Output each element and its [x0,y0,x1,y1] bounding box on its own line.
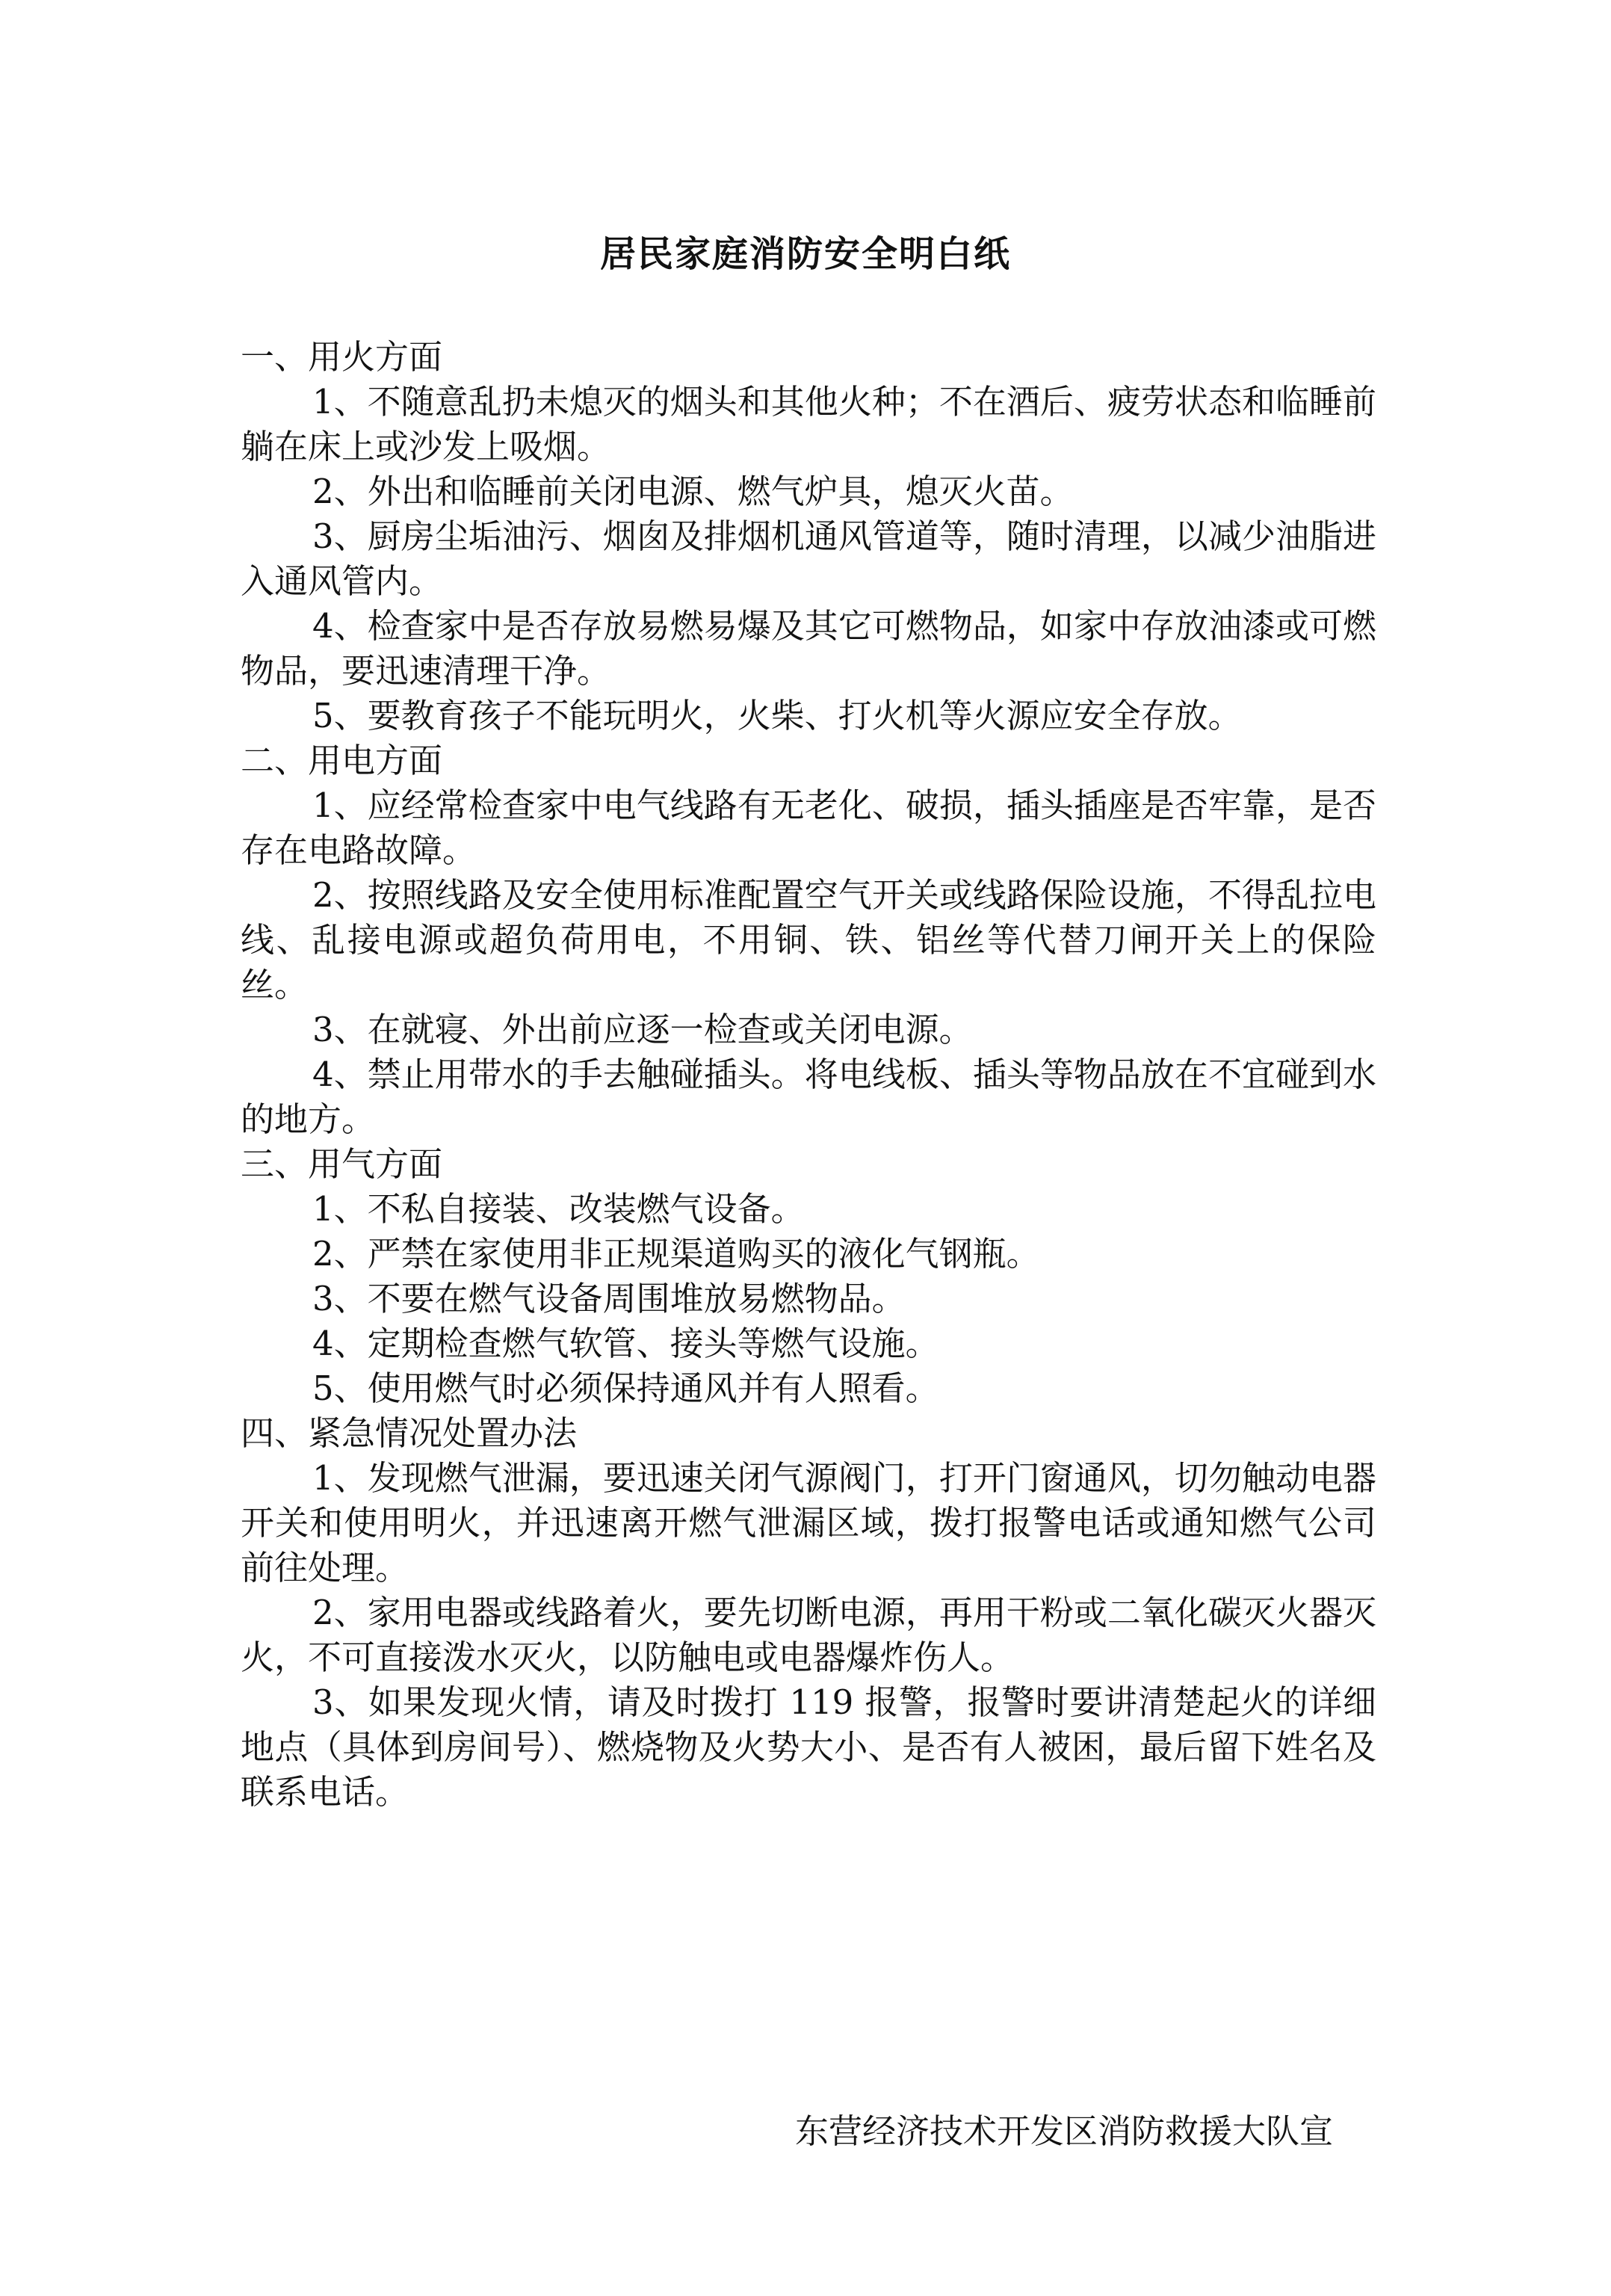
list-item: 4、禁止用带水的手去触碰插头。将电线板、插头等物品放在不宜碰到水的地方。 [241,1055,1376,1139]
document-title: 居民家庭消防安全明白纸 [599,233,1011,275]
list-item: 1、应经常检查家中电气线路有无老化、破损，插头插座是否牢靠，是否存在电路故障。 [241,786,1376,870]
list-item: 2、按照线路及安全使用标准配置空气开关或线路保险设施，不得乱拉电线、乱接电源或超负荷用电，不用铜、铁、铝丝等代替刀闸开关上的保险丝。 [241,875,1376,1004]
list-item: 1、不随意乱扔未熄灭的烟头和其他火种；不在酒后、疲劳状态和临睡前躺在床上或沙发上吸烟。 [241,382,1376,466]
section-heading-fire: 一、用火方面 [241,337,443,377]
list-item: 5、要教育孩子不能玩明火，火柴、打火机等火源应安全存放。 [312,696,1242,735]
list-item: 2、严禁在家使用非正规渠道购买的液化气钢瓶。 [312,1234,1040,1274]
list-item: 2、外出和临睡前关闭电源、燃气炉具，熄灭火苗。 [312,472,1074,511]
list-item: 3、如果发现火情，请及时拨打 119 报警，报警时要讲清楚起火的详细地点（具体到房间号）、燃烧物及火势大小、是否有人被困，最后留下姓名及联系电话。 [241,1682,1376,1812]
list-item: 4、定期检查燃气软管、接头等燃气设施。 [312,1324,939,1363]
document-body [241,335,1376,1815]
list-item: 3、在就寝、外出前应逐一检查或关闭电源。 [312,1010,973,1049]
list-item: 2、家用电器或线路着火，要先切断电源，再用干粉或二氧化碳灭火器灭火，不可直接泼水灭火，以防触电或电器爆炸伤人。 [241,1593,1376,1677]
section-heading-emergency: 四、紧急情况处置办法 [241,1413,578,1453]
section-heading-gas: 三、用气方面 [241,1144,443,1184]
issuer-signature: 东营经济技术开发区消防救援大队宣 [794,2111,1333,2151]
section-heading-electricity: 二、用电方面 [241,741,443,780]
list-item: 5、使用燃气时必须保持通风并有人照看。 [312,1368,939,1408]
list-item: 3、不要在燃气设备周围堆放易燃物品。 [312,1279,906,1318]
list-item: 1、发现燃气泄漏，要迅速关闭气源阀门，打开门窗通风，切勿触动电器开关和使用明火，并迅速离开燃气泄漏区域，拨打报警电话或通知燃气公司前往处理。 [241,1458,1376,1587]
list-item: 1、不私自接装、改装燃气设备。 [312,1189,805,1229]
list-item: 4、检查家中是否存放易燃易爆及其它可燃物品，如家中存放油漆或可燃物品，要迅速清理干净。 [241,606,1376,691]
list-item: 3、厨房尘垢油污、烟囱及排烟机通风管道等，随时清理，以减少油脂进入通风管内。 [241,516,1376,601]
